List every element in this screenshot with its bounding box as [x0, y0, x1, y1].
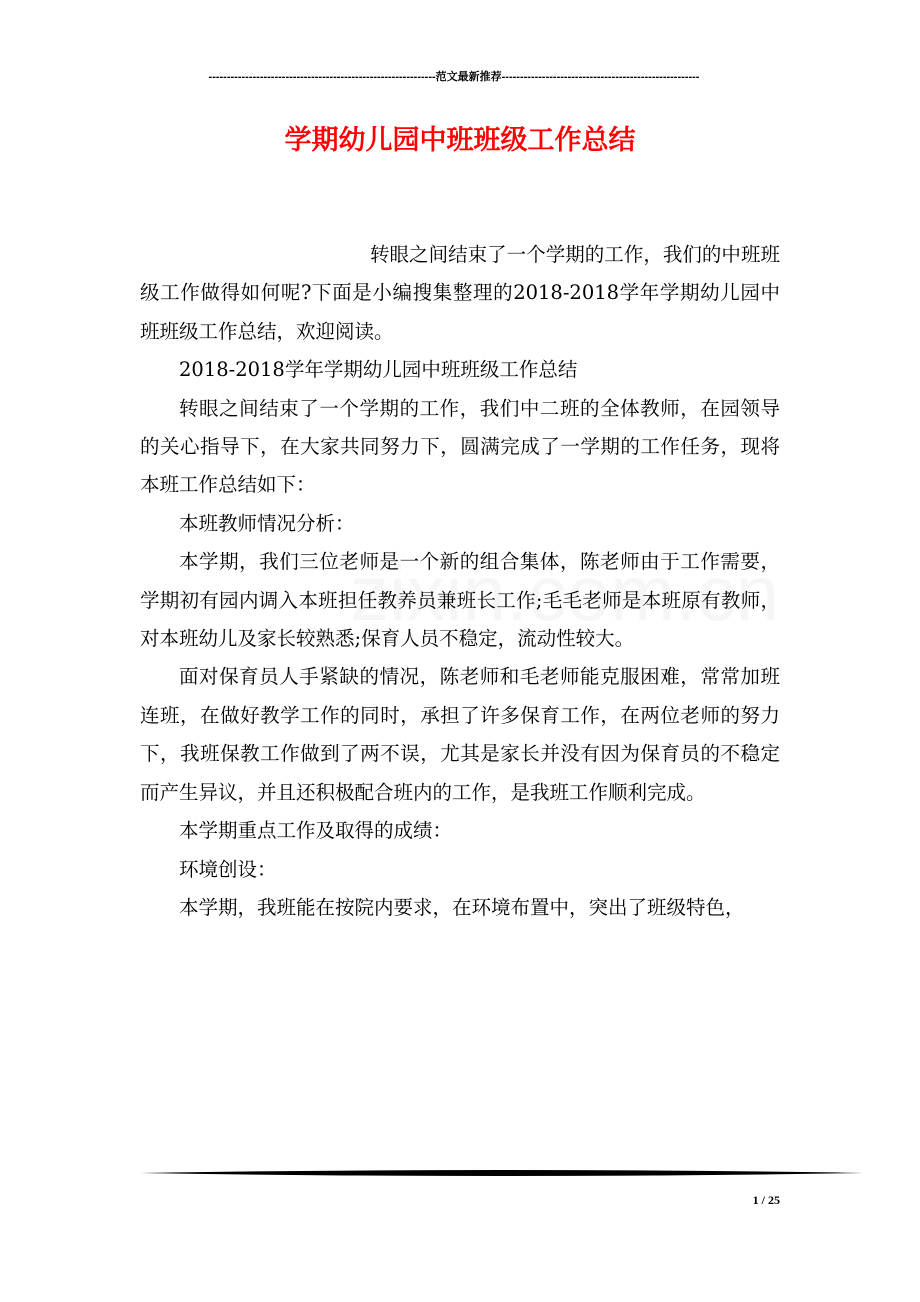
intro-paragraph: 转眼之间结束了一个学期的工作，我们的中班班级工作做得如何呢?下面是小编搜集整理的2018-2018学年学期幼儿园中班班级工作总结，欢迎阅读。 — [140, 243, 780, 343]
body-paragraph: 本学期，我班能在按院内要求，在环境布置中，突出了班级特色， — [179, 895, 745, 919]
footer-divider — [140, 1166, 864, 1180]
section-heading: 本班教师情况分析： — [179, 511, 355, 535]
section-heading: 本学期重点工作及取得的成绩： — [179, 819, 453, 843]
page-number: 1 / 25 — [752, 1193, 780, 1207]
body-paragraph: 面对保育员人手紧缺的情况，陈老师和毛老师能克服困难，常常加班连班，在做好教学工作的同时，承担了许多保育工作，在两位老师的努力下，我班保教工作做到了两不误，尤其是家长并没有因为保育员的不稳定而产生异议，并且还积极配合班内的工作，是我班工作顺利完成。 — [140, 665, 780, 804]
section-heading: 环境创设： — [179, 857, 277, 881]
document-title: 学期幼儿园中班班级工作总结 — [284, 125, 636, 156]
body-paragraph: 转眼之间结束了一个学期的工作，我们中二班的全体教师，在园领导的关心指导下，在大家共同努力下，圆满完成了一学期的工作任务，现将本班工作总结如下： — [140, 396, 780, 497]
document-body — [140, 236, 780, 927]
header-banner: --------------------------------------------------------------范文最新推荐------------------------------------------------------ — [208, 71, 700, 83]
section-heading: 2018-2018学年学期幼儿园中班班级工作总结 — [179, 358, 578, 382]
body-paragraph: 本学期，我们三位老师是一个新的组合集体，陈老师由于工作需要，学期初有园内调入本班担任教养员兼班长工作;毛毛老师是本班原有教师，对本班幼儿及家长较熟悉;保育人员不稳定，流动性较大。 — [140, 550, 780, 651]
